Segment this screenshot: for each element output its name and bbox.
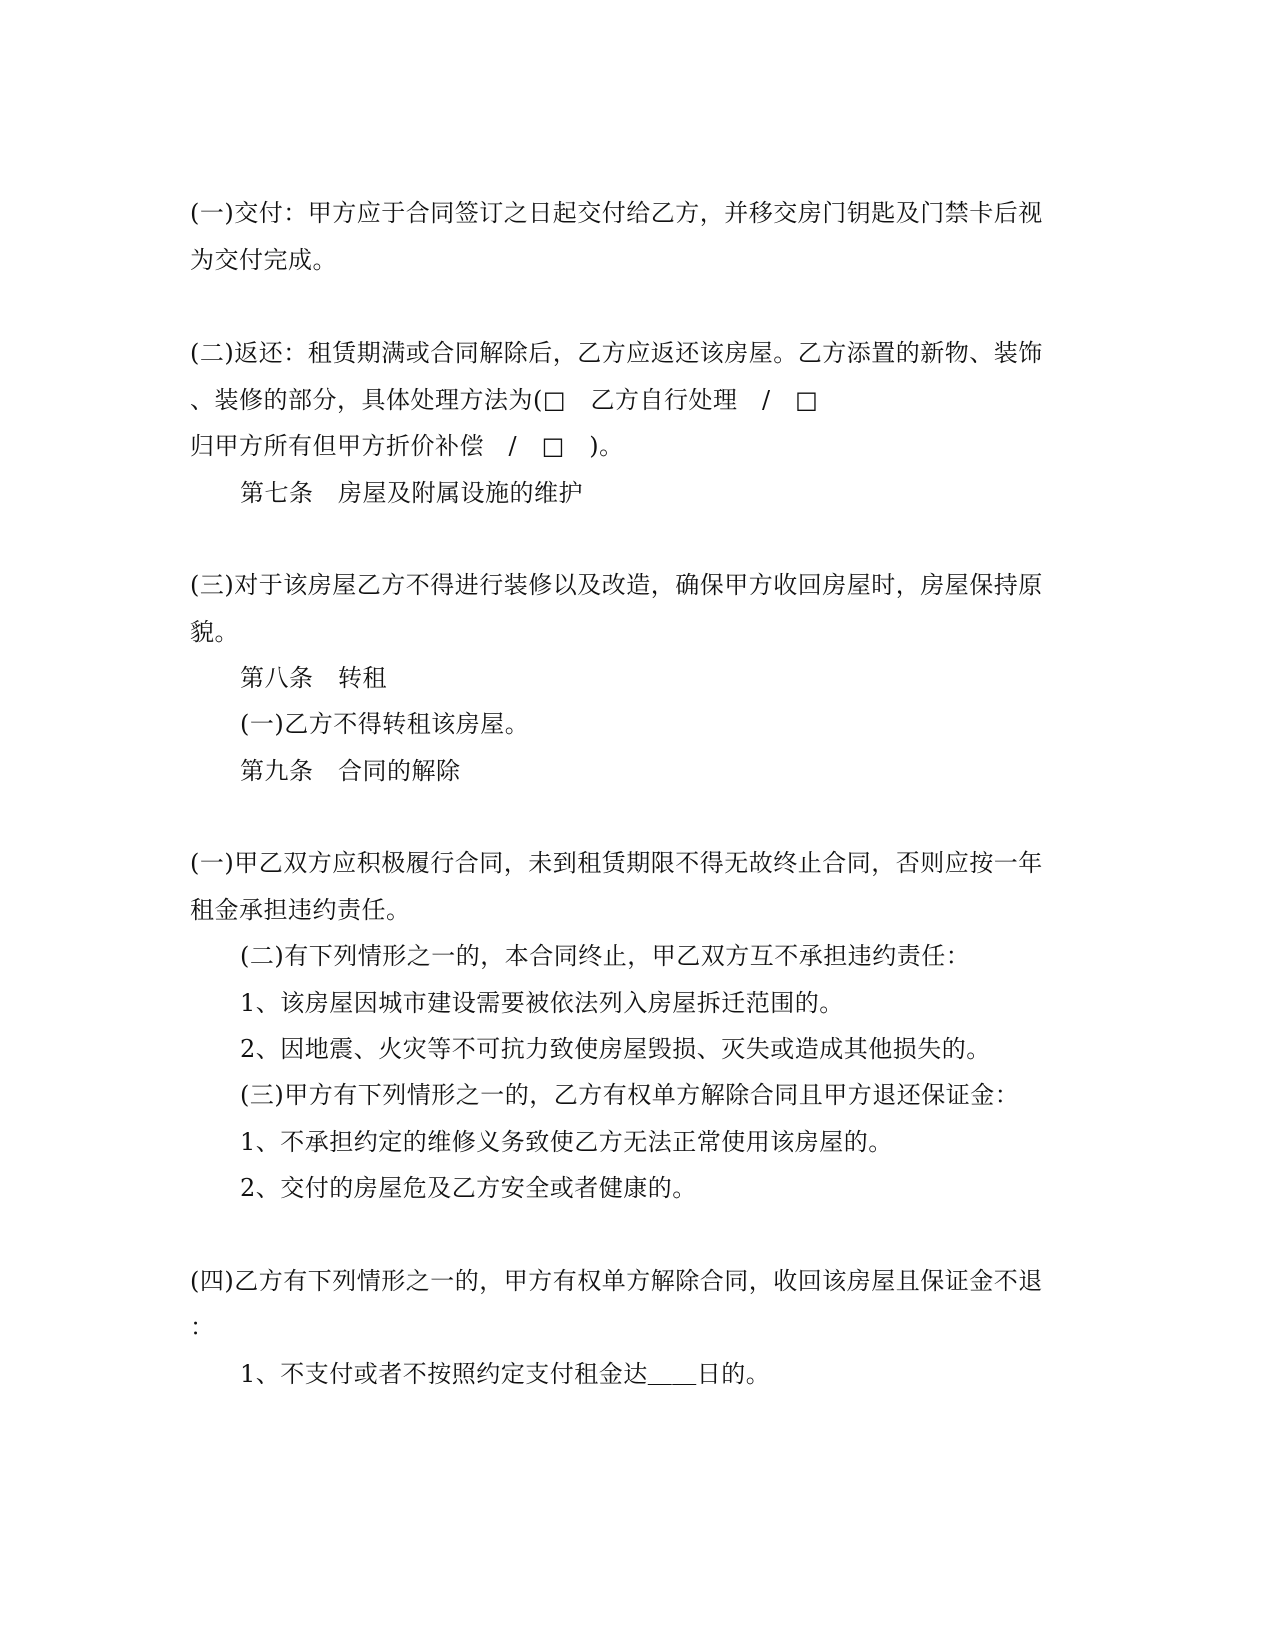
- article-8-heading: 第八条 转租: [240, 664, 387, 692]
- clause-9-1-line-1: (一)甲乙双方应积极履行合同，未到租赁期限不得无故终止合同，否则应按一年: [190, 849, 1043, 877]
- clause-9-1-line-2: 租金承担违约责任。: [190, 896, 411, 924]
- clause-9-4-line-2: ：: [190, 1313, 215, 1341]
- clause-6-1-line-1: (一)交付：甲方应于合同签订之日起交付给乙方，并移交房门钥匙及门禁卡后视: [190, 199, 1043, 227]
- clause-9-2-item-2: 2、因地震、火灾等不可抗力致使房屋毁损、灭失或造成其他损失的。: [240, 1035, 991, 1063]
- clause-9-2-item-1: 1、该房屋因城市建设需要被依法列入房屋拆迁范围的。: [240, 989, 844, 1017]
- article-7-heading: 第七条 房屋及附属设施的维护: [240, 479, 583, 507]
- clause-6-2-line-1: (二)返还：租赁期满或合同解除后，乙方应返还该房屋。乙方添置的新物、装饰: [190, 339, 1043, 367]
- article-9-heading: 第九条 合同的解除: [240, 757, 461, 785]
- clause-7-3-line-2: 貌。: [190, 618, 239, 646]
- clause-9-2: (二)有下列情形之一的，本合同终止，甲乙双方互不承担违约责任：: [240, 942, 971, 970]
- clause-9-3: (三)甲方有下列情形之一的，乙方有权单方解除合同且甲方退还保证金：: [240, 1081, 1020, 1109]
- clause-6-1-line-2: 为交付完成。: [190, 246, 337, 274]
- clause-9-4-line-1: (四)乙方有下列情形之一的，甲方有权单方解除合同，收回该房屋且保证金不退: [190, 1267, 1043, 1295]
- clause-6-2-line-2: 、装修的部分，具体处理方法为(□ 乙方自行处理 / □: [190, 386, 819, 414]
- clause-9-3-item-2: 2、交付的房屋危及乙方安全或者健康的。: [240, 1174, 697, 1202]
- clause-9-4-item-1: 1、不支付或者不按照约定支付租金达＿＿日的。: [240, 1360, 771, 1388]
- clause-8-1: (一)乙方不得转租该房屋。: [240, 710, 530, 738]
- clause-7-3-line-1: (三)对于该房屋乙方不得进行装修以及改造，确保甲方收回房屋时，房屋保持原: [190, 571, 1043, 599]
- clause-6-2-line-3: 归甲方所有但甲方折价补偿 / □ )。: [190, 432, 624, 460]
- clause-9-3-item-1: 1、不承担约定的维修义务致使乙方无法正常使用该房屋的。: [240, 1128, 893, 1156]
